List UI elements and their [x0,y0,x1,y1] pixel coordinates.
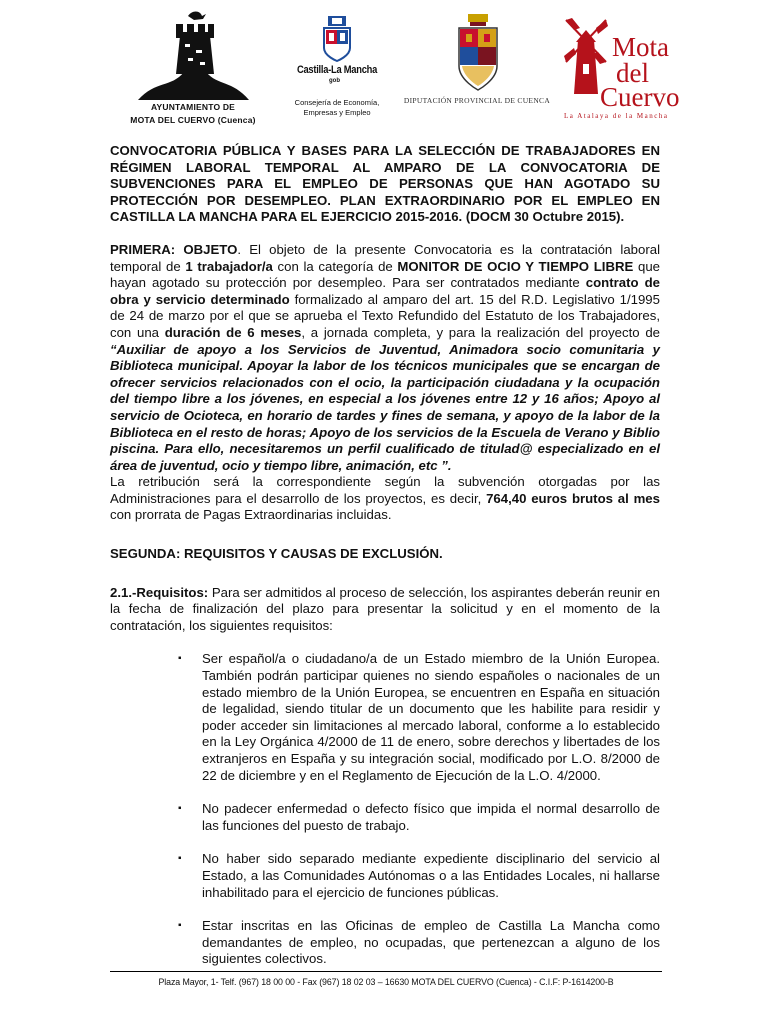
list-item [178,801,660,834]
diputacion-logo [402,14,552,114]
requisito-text: No padecer enfermedad o defecto físico que impida el normal desarrollo de las funciones del puesto de trabajo. [202,801,660,833]
document-body [110,143,660,985]
mota-word-mota: Mota [612,32,669,62]
list-item [178,851,660,901]
mota-word-del: del [616,58,649,88]
bullet-square-icon: ▪ [178,853,182,865]
primera-text-5: , a jornada completa, y para la realización del proyecto de [301,324,661,340]
requisito-text: Ser español/a o ciudadano/a de un Estado miembro de la Unión Europea. También podrán participar quienes no siendo españoles o nacionales de un estado miembro de la Unión Europea, se encuentren en España en situación de legalidad, siendo titular de un documento que les habilite para residir y poder acceder sin limitaciones al mercado laboral, conforme a lo establecido en la Ley Orgánica 4/2000 de 11 de enero, sobre derechos y libertades de los extranjeros en España y su integración social, modificado por L.O. 8/2000 de 22 de diciembre y en el Reglamento de Ejecución de la L.O. 4/2000. [202,651,660,783]
primera-text-2: con la categoría de [272,258,398,274]
primera-salary-paragraph [110,474,660,524]
primera-salary-text-1: La retribución será la correspondiente según la subvención otorgadas por las Administraciones para el desarrollo de los proyectos, es decir, [110,474,660,506]
primera-text-4: formalizado al amparo del art. 15 del R.D. Legislativo 1/1995 de 24 de marzo por el que se aprueba el Texto Refundido del Estatuto de los Trabajadores, con una [110,291,660,340]
clm-department-line2: Empresas y Empleo [303,108,371,117]
requisitos-intro-paragraph [110,585,660,635]
ayuntamiento-caption-line2: MOTA DEL CUERVO (Cuenca) [130,115,256,125]
mota-word-cuervo: Cuervo [600,82,680,112]
section-segunda-heading [110,546,660,563]
primera-contract-type: contrato de obra y servicio determinado [110,275,660,307]
requisitos-list [178,651,660,968]
primera-salary-text-2: con prorrata de Pagas Extraordinarias incluidas. [110,507,392,523]
primera-text-3: que hayan agotado su protección por desempleo. Para ser contratados mediante [110,258,660,291]
ayuntamiento-logo [108,10,278,128]
bullet-square-icon: ▪ [178,803,182,815]
list-item [178,651,660,784]
primera-job-category: MONITOR DE OCIO Y TIEMPO LIBRE [397,258,634,274]
primera-duration: duración de 6 meses [164,324,302,340]
primera-project-description: “Auxiliar de apoyo a los Servicios de Juventud, Animadora socio comunitaria y Biblioteca municipal. Apoyar la labor de los técnicos municipales que se encargan de ofrecer servicios relacionados con el ocio, la participación ciudadana y la ocupación del tiempo libre a los jóvenes, en especial a los jóvenes entre 12 y 16 años; Apoyo al servicio de Ocioteca, en horario de tardes y fines de semana, y apoyo de la labor de la Biblioteca en el resto de horas; Apoyo de los servicios de la Escuela de Verano y Biblio piscina. Para ello, necesitaremos un perfil cualificado de titulad@ especializado en el área de juventud, ocio y tiempo libre, animación, etc ”. [110,341,660,473]
ayuntamiento-caption-line1: AYUNTAMIENTO DE [150,102,236,112]
bullet-square-icon: ▪ [178,653,182,665]
diputacion-name: DIPUTACIÓN PROVINCIAL DE CUENCA [403,96,551,105]
primera-text-1: . El objeto de la presente Convocatoria es la contratación laboral temporal de [110,241,660,274]
mota-tagline: La Atalaya de la Mancha [564,112,669,120]
footer-divider [110,971,662,972]
clm-emblem-icon [320,14,354,62]
requisitos-intro-text: Para ser admitidos al proceso de selección, los aspirantes deberán reunir en la fecha de finalización del plazo para presentar la solicitud y en el momento de la contratación, los siguientes requisitos: [110,584,660,633]
clm-gob-label: gob [329,78,340,84]
clm-brand-name: Castilla-La Mancha [296,64,378,76]
section-primera-heading: PRIMERA: OBJETO [110,241,238,257]
requisito-text: No haber sido separado mediante expediente disciplinario del servicio al Estado, a las Comunidades Autónomas o a las Entidades Locales, ni hallarse inhabilitado para el ejercicio de funciones públicas. [202,851,660,900]
list-item [178,918,660,968]
clm-department-line1: Consejería de Economía, [294,98,380,107]
primera-salary-amount: 764,40 euros brutos al mes [486,490,660,506]
section-segunda-heading-text: SEGUNDA: REQUISITOS Y CAUSAS DE EXCLUSIÓN. [110,546,443,562]
diputacion-shield-icon [456,14,500,92]
castilla-la-mancha-logo [282,14,392,124]
castle-tower-icon [136,10,251,102]
requisitos-heading: 2.1.-Requisitos: [110,584,209,600]
footer-address: Plaza Mayor, 1- Telf. (967) 18 00 00 - Fax (967) 18 02 03 – 16630 MOTA DEL CUERVO (Cuenca) - C.I.F: P-1614200-B [158,977,614,988]
primera-workers-count: 1 trabajador/a [185,258,273,274]
document-title: CONVOCATORIA PÚBLICA Y BASES PARA LA SELECCIÓN DE TRABAJADORES EN RÉGIMEN LABORAL TEMPORAL AL AMPARO DE LA CONVOCATORIA DE SUBVENCIONES PARA EL EMPLEO DE PERSONAS QUE HAN AGOTADO SU PROTECCIÓN POR DESEMPLEO. PLAN EXTRAORDINARIO POR EL EMPLEO EN CASTILLA LA MANCHA PARA EL EJERCICIO 2015-2016. (DOCM 30 Octubre 2015). [110,143,660,225]
requisito-text: Estar inscritas en las Oficinas de empleo de Castilla La Mancha como demandantes de empleo, no ocupadas, que pertenezcan a alguno de los siguientes colectivos. [202,918,660,967]
mota-del-cuervo-logo [560,14,690,124]
bullet-square-icon: ▪ [178,920,182,932]
letterhead [0,0,770,130]
section-primera-paragraph [110,242,660,474]
